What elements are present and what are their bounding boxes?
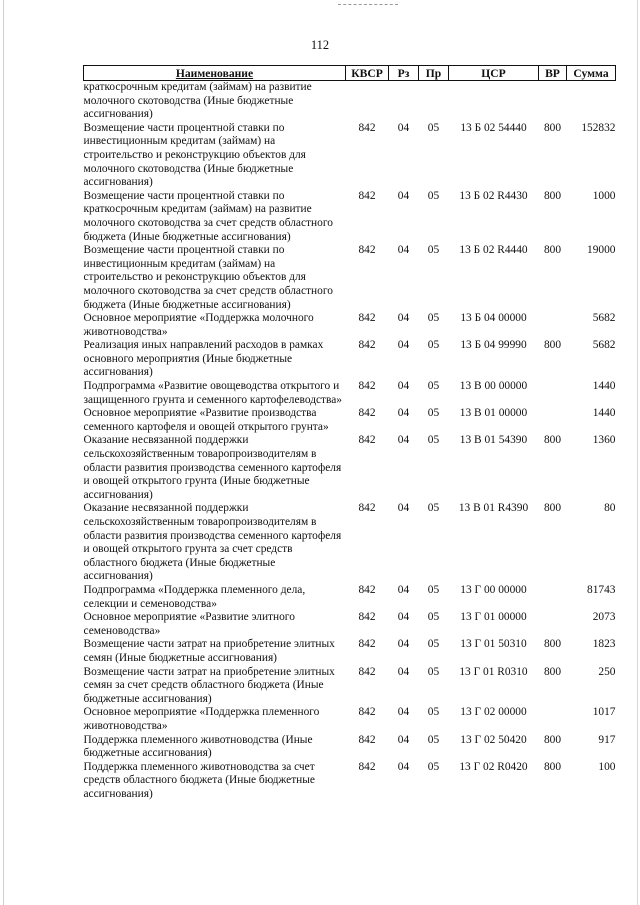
cell-vr: 800 bbox=[543, 434, 562, 447]
cell-csr: 13 Г 01 50310 bbox=[460, 638, 527, 651]
cell-rz: 04 bbox=[397, 244, 410, 257]
cell-vr: 800 bbox=[543, 244, 562, 257]
cell-sum: 100 bbox=[598, 760, 616, 773]
cell-pr: 05 bbox=[427, 434, 440, 447]
cell-csr: 13 Г 02 50420 bbox=[460, 733, 527, 746]
cell-name: Основное мероприятие «Развитие производства семенного картофеля и овощей открытого грунта» bbox=[83, 407, 329, 433]
cell-sum: 5682 bbox=[592, 339, 616, 352]
cell-kvsr: 842 bbox=[358, 502, 376, 515]
cell-sum: 1823 bbox=[592, 638, 616, 651]
cell-rz: 04 bbox=[397, 189, 410, 202]
cell-kvsr: 842 bbox=[358, 760, 376, 773]
scan-edge-left bbox=[3, 0, 4, 905]
cell-vr bbox=[539, 706, 567, 733]
cell-name: Возмещение части процентной ставки по инвестиционным кредитам (займам) на строительство и реконструкцию объектов для молочного скотоводства (Иные бюджетные ассигнования) bbox=[83, 121, 306, 189]
cell-kvsr: 842 bbox=[358, 583, 376, 596]
cell-csr: 13 Б 02 54440 bbox=[460, 121, 527, 134]
cell-pr: 05 bbox=[427, 189, 440, 202]
cell-kvsr: 842 bbox=[358, 434, 376, 447]
cell-pr: 05 bbox=[427, 121, 440, 134]
cell-pr: 05 bbox=[427, 706, 440, 719]
table-row bbox=[84, 611, 616, 638]
cell-kvsr: 842 bbox=[358, 380, 376, 393]
header-rz: Рз bbox=[389, 66, 419, 81]
cell-rz bbox=[389, 81, 419, 122]
header-kvsr: КВСР bbox=[346, 66, 389, 81]
table-row bbox=[84, 407, 616, 434]
table-row bbox=[84, 122, 616, 190]
cell-sum bbox=[567, 81, 616, 122]
cell-vr: 800 bbox=[543, 339, 562, 352]
cell-sum: 2073 bbox=[592, 611, 616, 624]
cell-name: Основное мероприятие «Поддержка племенного животноводства» bbox=[83, 706, 320, 732]
cell-pr: 05 bbox=[427, 380, 440, 393]
table-row bbox=[84, 638, 616, 665]
cell-name: Основное мероприятие «Развитие элитного семеноводства» bbox=[83, 611, 295, 637]
table-row bbox=[84, 380, 616, 407]
cell-rz: 04 bbox=[397, 339, 410, 352]
cell-pr: 05 bbox=[427, 583, 440, 596]
cell-rz: 04 bbox=[397, 706, 410, 719]
cell-rz: 04 bbox=[397, 121, 410, 134]
table-row bbox=[84, 502, 616, 584]
cell-kvsr: 842 bbox=[358, 407, 376, 420]
cell-csr: 13 Б 02 R4440 bbox=[459, 244, 528, 257]
cell-vr: 800 bbox=[543, 760, 562, 773]
cell-vr: 800 bbox=[543, 638, 562, 651]
cell-vr: 800 bbox=[543, 189, 562, 202]
cell-name: Основное мероприятие «Поддержка молочного животноводства» bbox=[83, 312, 314, 338]
cell-rz: 04 bbox=[397, 407, 410, 420]
cell-pr: 05 bbox=[427, 312, 440, 325]
cell-name: Оказание несвязанной поддержки сельскохозяйственным товаропроизводителям в области развития производства семенного картофеля и овощей открытого грунта за счет средств областного бюджета (Иные бюджетные ассигнования) bbox=[83, 502, 342, 583]
table-row bbox=[84, 666, 616, 707]
table-row bbox=[84, 339, 616, 380]
cell-pr bbox=[419, 81, 449, 122]
cell-name: Возмещение части процентной ставки по инвестиционным кредитам (займам) на строительство и реконструкцию объектов для молочного скотоводства за счет средств областного бюджета (Иные бюджетные ассигнования) bbox=[83, 244, 333, 311]
cell-vr bbox=[539, 81, 567, 122]
cell-csr: 13 В 01 54390 bbox=[459, 434, 528, 447]
cell-csr: 13 Г 01 R0310 bbox=[459, 665, 528, 678]
cell-pr: 05 bbox=[427, 502, 440, 515]
cell-kvsr bbox=[346, 81, 389, 122]
cell-vr: 800 bbox=[543, 121, 562, 134]
table-row bbox=[84, 190, 616, 244]
header-csr: ЦСР bbox=[449, 66, 539, 81]
cell-sum: 81743 bbox=[587, 583, 616, 596]
cell-vr bbox=[539, 584, 567, 611]
cell-sum: 80 bbox=[604, 502, 616, 515]
cell-sum: 1000 bbox=[592, 189, 616, 202]
cell-sum: 1017 bbox=[592, 706, 616, 719]
table-row bbox=[84, 312, 616, 339]
table-row bbox=[84, 434, 616, 502]
cell-rz: 04 bbox=[397, 312, 410, 325]
cell-vr: 800 bbox=[543, 665, 562, 678]
cell-name: Возмещение части процентной ставки по краткосрочным кредитам (займам) на развитие молочного скотоводства за счет средств областного бюджета (Иные бюджетные ассигнования) bbox=[83, 189, 333, 243]
cell-kvsr: 842 bbox=[358, 706, 376, 719]
cell-pr: 05 bbox=[427, 760, 440, 773]
table-row bbox=[84, 584, 616, 611]
scan-edge-right bbox=[637, 0, 638, 905]
scan-top-mark bbox=[338, 4, 398, 5]
header-sum: Сумма bbox=[567, 66, 616, 81]
cell-csr: 13 Б 04 99990 bbox=[460, 339, 527, 352]
cell-pr: 05 bbox=[427, 244, 440, 257]
table-header-row bbox=[84, 66, 616, 81]
cell-sum: 917 bbox=[598, 733, 616, 746]
cell-vr bbox=[539, 380, 567, 407]
cell-csr: 13 Б 02 R4430 bbox=[459, 189, 528, 202]
cell-vr: 800 bbox=[543, 733, 562, 746]
table-row bbox=[84, 761, 616, 802]
cell-kvsr: 842 bbox=[358, 638, 376, 651]
cell-kvsr: 842 bbox=[358, 189, 376, 202]
cell-kvsr: 842 bbox=[358, 339, 376, 352]
cell-csr: 13 Г 02 00000 bbox=[460, 706, 527, 719]
header-vr: ВР bbox=[539, 66, 567, 81]
cell-pr: 05 bbox=[427, 339, 440, 352]
cell-rz: 04 bbox=[397, 760, 410, 773]
cell-name: Подпрограмма «Развитие овощеводства открытого и защищенного грунта и семенного картофелеводства» bbox=[83, 380, 343, 406]
table-row bbox=[84, 244, 616, 312]
cell-kvsr: 842 bbox=[358, 121, 376, 134]
cell-sum: 5682 bbox=[592, 312, 616, 325]
cell-rz: 04 bbox=[397, 380, 410, 393]
cell-name: Возмещение части затрат на приобретение элитных семян за счет средств областного бюджета (Иные бюджетные ассигнования) bbox=[83, 665, 335, 705]
cell-csr: 13 В 00 00000 bbox=[459, 380, 528, 393]
cell-name: Реализация иных направлений расходов в рамках основного мероприятия (Иные бюджетные ассигнования) bbox=[83, 339, 324, 379]
cell-sum: 250 bbox=[598, 665, 616, 678]
page-number: 112 bbox=[310, 38, 330, 52]
cell-sum: 1440 bbox=[592, 380, 616, 393]
cell-name: Оказание несвязанной поддержки сельскохозяйственным товаропроизводителям в области развития производства семенного картофеля и овощей открытого грунта (Иные бюджетные ассигнования) bbox=[83, 434, 342, 501]
cell-vr bbox=[539, 611, 567, 638]
cell-pr: 05 bbox=[427, 407, 440, 420]
cell-kvsr: 842 bbox=[358, 611, 376, 624]
cell-kvsr: 842 bbox=[358, 244, 376, 257]
header-pr: Пр bbox=[419, 66, 449, 81]
budget-table bbox=[83, 65, 616, 801]
cell-csr: 13 В 01 00000 bbox=[459, 407, 528, 420]
table-row bbox=[84, 81, 616, 122]
cell-rz: 04 bbox=[397, 733, 410, 746]
table-row bbox=[84, 734, 616, 761]
cell-name: Поддержка племенного животноводства (Иные бюджетные ассигнования) bbox=[83, 733, 313, 760]
cell-name: Возмещение части затрат на приобретение элитных семян (Иные бюджетные ассигнования) bbox=[83, 638, 335, 664]
cell-vr: 800 bbox=[543, 502, 562, 515]
cell-kvsr: 842 bbox=[358, 312, 376, 325]
cell-rz: 04 bbox=[397, 611, 410, 624]
cell-csr: 13 Г 01 00000 bbox=[460, 611, 527, 624]
cell-rz: 04 bbox=[397, 583, 410, 596]
cell-rz: 04 bbox=[397, 665, 410, 678]
cell-csr: 13 Б 04 00000 bbox=[460, 312, 527, 325]
cell-name: Подпрограмма «Поддержка племенного дела, селекции и семеноводства» bbox=[83, 583, 306, 610]
cell-csr bbox=[449, 81, 539, 122]
table-row bbox=[84, 706, 616, 733]
cell-kvsr: 842 bbox=[358, 733, 376, 746]
cell-vr bbox=[539, 407, 567, 434]
header-name: Наименование bbox=[84, 66, 346, 81]
cell-rz: 04 bbox=[397, 434, 410, 447]
cell-sum: 19000 bbox=[587, 244, 616, 257]
cell-csr: 13 Г 02 R0420 bbox=[459, 760, 528, 773]
cell-vr bbox=[539, 312, 567, 339]
cell-pr: 05 bbox=[427, 638, 440, 651]
cell-kvsr: 842 bbox=[358, 665, 376, 678]
cell-pr: 05 bbox=[427, 733, 440, 746]
cell-rz: 04 bbox=[397, 502, 410, 515]
cell-csr: 13 В 01 R4390 bbox=[458, 502, 529, 515]
cell-csr: 13 Г 00 00000 bbox=[460, 583, 527, 596]
cell-sum: 1360 bbox=[592, 434, 616, 447]
cell-pr: 05 bbox=[427, 611, 440, 624]
cell-rz: 04 bbox=[397, 638, 410, 651]
cell-sum: 152832 bbox=[581, 121, 616, 134]
cell-name: краткосрочным кредитам (займам) на развитие молочного скотоводства (Иные бюджетные ассигнования) bbox=[83, 81, 312, 121]
cell-sum: 1440 bbox=[592, 407, 616, 420]
cell-name: Поддержка племенного животноводства за счет средств областного бюджета (Иные бюджетные ассигнования) bbox=[83, 760, 315, 800]
cell-pr: 05 bbox=[427, 665, 440, 678]
